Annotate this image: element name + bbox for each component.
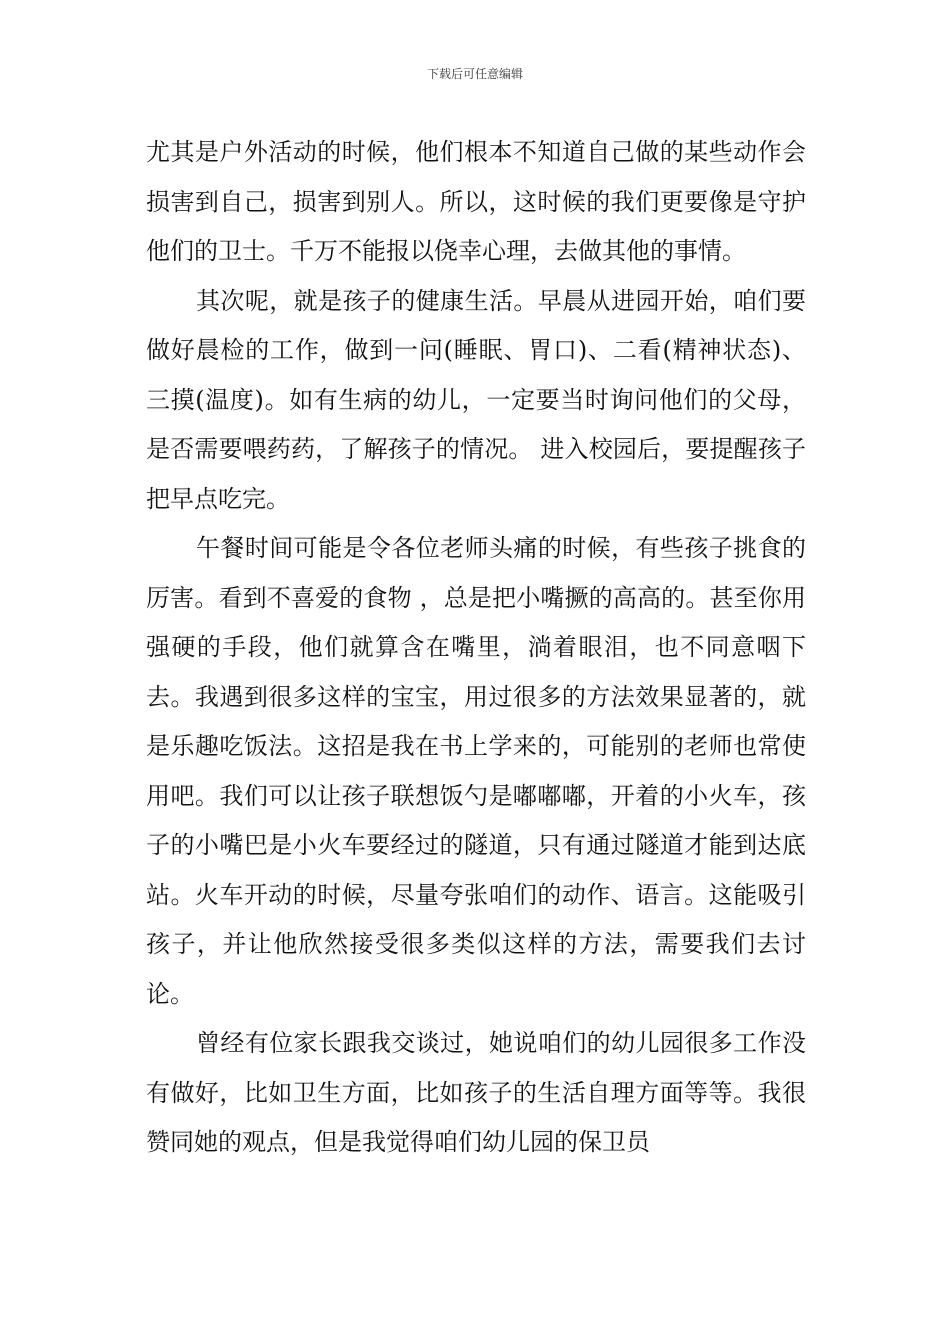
paragraph-3: 午餐时间可能是令各位老师头痛的时候，有些孩子挑食的厉害。看到不喜爱的食物 ，总是把小嘴撅的高高的。甚至你用强硬的手段，他们就算含在嘴里，淌着眼泪，也不同意咽下去。我遇到很多这样的宝宝，用过很多的方法效果显著的，就是乐趣吃饭法。这招是我在书上学来的，可能别的老师也常使用吧。我们可以让孩子联想饭勺是嘟嘟嘟，开着的小火车，孩子的小嘴巴是小火车要经过的隧道，只有通过隧道才能到达底站。火车开动的时候，尽量夸张咱们的动作、语言。这能吸引孩子，并让他欣然接受很多类似这样的方法，需要我们去讨论。 <box>146 534 806 1008</box>
paragraph-1: 尤其是户外活动的时候，他们根本不知道自己做的某些动作会损害到自己，损害到别人。所以，这时候的我们更要像是守护他们的卫士。千万不能报以侥幸心理，去做其他的事情。 <box>146 138 806 265</box>
page-header: 下载后可任意编辑 <box>426 67 523 81</box>
document-body <box>146 128 806 1168</box>
paragraph-2: 其次呢，就是孩子的健康生活。早晨从进园开始，咱们要做好晨检的工作，做到一问(睡眠、胃口)、二看(精神状态)、三摸(温度)。如有生病的幼儿，一定要当时询问他们的父母，是否需要喂药药，了解孩子的情况。 进入校园后，要提醒孩子把早点吃完。 <box>146 286 806 513</box>
paragraph-4: 曾经有位家长跟我交谈过，她说咱们的幼儿园很多工作没有做好，比如卫生方面，比如孩子的生活自理方面等等。我很赞同她的观点，但是我觉得咱们幼儿园的保卫员 <box>146 1029 806 1156</box>
